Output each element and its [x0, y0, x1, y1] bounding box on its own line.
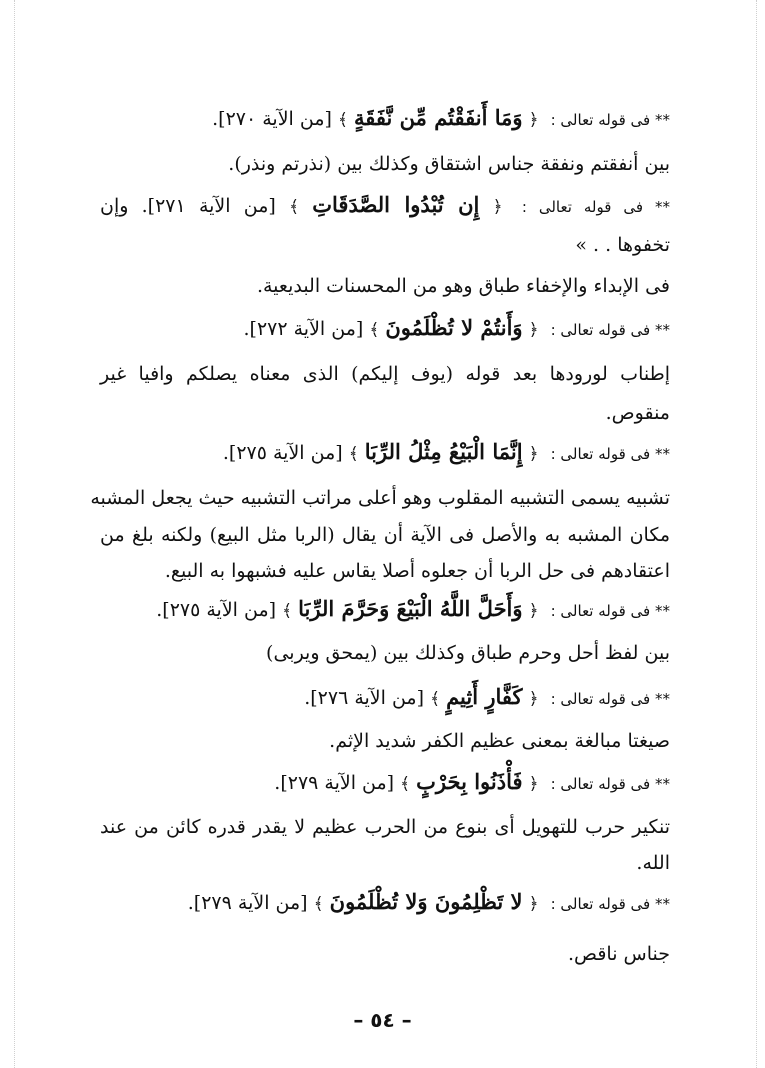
commentary-line: بين لفظ أحل وحرم طباق وكذلك بين (يمحق ويربى): [266, 642, 670, 664]
verse-line-279b: [188, 888, 670, 918]
scan-edge-left: [14, 0, 16, 1068]
commentary-line: إطناب لورودها بعد قوله (يوف إليكم) الذى معناه يصلكم وافيا غير: [100, 363, 670, 385]
ornate-bracket-close: ﴾: [313, 894, 324, 914]
verse-prefix: ** فى قوله تعالى :: [521, 198, 670, 216]
verse-reference: [من الآية ٢٧٥].: [222, 442, 343, 464]
verse-line-275b: [156, 595, 670, 625]
verse-reference: [من الآية ٢٧٩].: [274, 772, 395, 794]
quran-verse: إِنَّمَا الْبَيْعُ مِثْلُ الرِّبَا: [364, 439, 523, 464]
verse-reference: [من الآية ٢٧٦].: [304, 687, 425, 709]
verse-line-275: [223, 438, 670, 468]
commentary-line: الله.: [636, 852, 670, 874]
ornate-bracket-open: ﴿: [528, 601, 539, 621]
ornate-bracket-open: ﴿: [528, 689, 539, 709]
quran-verse: كَفَّارٍ أَثِيمٍ: [446, 684, 523, 709]
ornate-bracket-open: ﴿: [528, 110, 539, 130]
ornate-bracket-open: ﴿: [528, 320, 539, 340]
commentary-line: منقوص.: [605, 402, 670, 424]
verse-line-279: [274, 768, 670, 798]
verse-prefix: ** فى قوله تعالى :: [550, 895, 670, 913]
quran-verse: وَأَحَلَّ اللَّهُ الْبَيْعَ وَحَرَّمَ الرِّبَا: [298, 596, 523, 621]
verse-reference: [من الآية ٢٧١]. وإن: [100, 195, 276, 217]
commentary-line: صيغتا مبالغة بمعنى عظيم الكفر شديد الإثم.: [329, 730, 670, 752]
verse-line-276: [304, 683, 670, 713]
verse-prefix: ** فى قوله تعالى :: [550, 321, 670, 339]
verse-reference: [من الآية ٢٧٢].: [243, 318, 364, 340]
ornate-bracket-close: ﴾: [348, 444, 359, 464]
quran-verse: إِن تُبْدُوا الصَّدَقَاتِ: [312, 192, 480, 217]
commentary-line: تنكير حرب للتهويل أى بنوع من الحرب عظيم لا يقدر قدره كائن من عند: [100, 816, 670, 838]
quran-verse: فَأْذَنُوا بِحَرْبٍ: [416, 769, 523, 794]
verse-reference: [من الآية ٢٧٩].: [187, 892, 308, 914]
verse-reference: [من الآية ٢٧٠].: [212, 108, 332, 130]
quran-verse: وَأَنتُمْ لا تُظْلَمُونَ: [385, 315, 523, 340]
quran-verse: لا تَظْلِمُونَ وَلا تُظْلَمُونَ: [329, 889, 523, 914]
commentary-line: مكان المشبه به والأصل فى الآية أن يقال (الربا مثل البيع) ولكنه بلغ من: [100, 524, 670, 546]
ornate-bracket-close: ﴾: [369, 320, 380, 340]
quran-verse: وَمَا أَنفَقْتُم مِّن نَّفَقَةٍ: [354, 105, 523, 130]
verse-line-272: [244, 314, 671, 344]
commentary-line: اعتقادهم فى حل الربا أن جعلوه أصلا يقاس عليه فشبهوا به البيع.: [164, 560, 670, 582]
ornate-bracket-open: ﴿: [528, 894, 539, 914]
commentary-line: جناس ناقص.: [568, 943, 670, 965]
verse-prefix: ** فى قوله تعالى :: [550, 775, 670, 793]
ornate-bracket-open: ﴿: [528, 444, 539, 464]
ornate-bracket-close: ﴾: [289, 197, 300, 217]
verse-prefix: ** فى قوله تعالى :: [550, 445, 670, 463]
page-number: – ٥٤ –: [353, 1008, 412, 1032]
verse-prefix: ** فى قوله تعالى :: [550, 690, 670, 708]
commentary-line: تشبيه يسمى التشبيه المقلوب وهو أعلى مراتب التشبيه حيث يجعل المشبه: [90, 487, 670, 509]
ornate-bracket-close: ﴾: [337, 110, 348, 130]
ornate-bracket-open: ﴿: [528, 774, 539, 794]
ornate-bracket-close: ﴾: [400, 774, 411, 794]
verse-reference: [من الآية ٢٧٥].: [156, 599, 277, 621]
ornate-bracket-close: ﴾: [282, 601, 293, 621]
commentary-line: بين أنفقتم ونفقة جناس اشتقاق وكذلك بين (نذرتم ونذر).: [228, 153, 670, 175]
verse-prefix: ** فى قوله تعالى :: [550, 111, 670, 129]
ornate-bracket-close: ﴾: [430, 689, 441, 709]
commentary-line: تخفوها . . »: [575, 234, 670, 256]
scan-edge-right: [756, 0, 758, 1068]
verse-prefix: ** فى قوله تعالى :: [550, 602, 670, 620]
verse-line-271: [100, 191, 670, 221]
verse-line-270: [212, 104, 670, 134]
commentary-line: فى الإبداء والإخفاء طباق وهو من المحسنات البديعية.: [256, 275, 670, 297]
ornate-bracket-open: ﴿: [492, 197, 503, 217]
